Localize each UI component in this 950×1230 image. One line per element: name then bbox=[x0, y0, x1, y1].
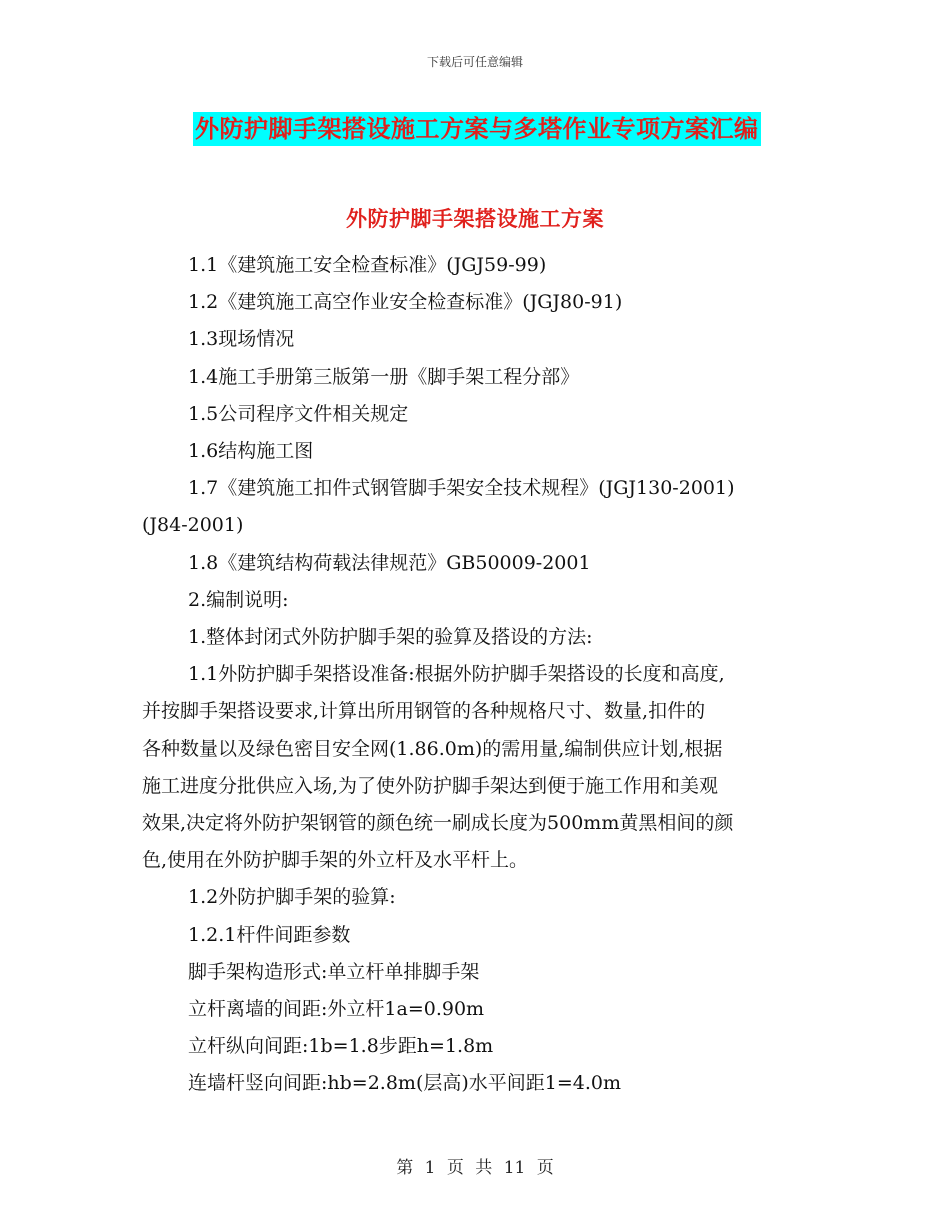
text-line: 色,使用在外防护脚手架的外立杆及水平杆上。 bbox=[142, 849, 529, 872]
text-line: (J84-2001) bbox=[142, 514, 244, 537]
text-line: 1.7《建筑施工扣件式钢管脚手架安全技术规程》(JGJ130-2001) bbox=[188, 477, 735, 500]
body-text bbox=[142, 247, 812, 1103]
text-line: 脚手架构造形式:单立杆单排脚手架 bbox=[188, 960, 480, 983]
page-header: 下载后可任意编辑 bbox=[426, 55, 523, 69]
text-line: 立杆纵向间距:1b=1.8步距h=1.8m bbox=[188, 1035, 494, 1058]
section-title: 外防护脚手架搭设施工方案 bbox=[346, 206, 604, 231]
text-line: 各种数量以及绿色密目安全网(1.86.0m)的需用量,编制供应计划,根据 bbox=[142, 737, 723, 760]
text-line: 并按脚手架搭设要求,计算出所用钢管的各种规格尺寸、数量,扣件的 bbox=[142, 700, 706, 723]
text-line: 1.整体封闭式外防护脚手架的验算及搭设的方法: bbox=[188, 626, 593, 649]
text-line: 1.2《建筑施工高空作业安全检查标准》(JGJ80-91) bbox=[188, 291, 623, 314]
text-line: 效果,决定将外防护架钢管的颜色统一刷成长度为500mm黄黑相间的颜 bbox=[142, 812, 734, 835]
text-line: 1.5公司程序文件相关规定 bbox=[188, 402, 409, 425]
text-line: 立杆离墙的间距:外立杆1a=0.90m bbox=[188, 998, 485, 1021]
text-line: 1.4施工手册第三版第一册《脚手架工程分部》 bbox=[188, 365, 580, 388]
text-line: 连墙杆竖向间距:hb=2.8m(层高)水平间距1=4.0m bbox=[188, 1072, 622, 1095]
text-line: 1.3现场情况 bbox=[188, 328, 295, 351]
text-line: 1.8《建筑结构荷载法律规范》GB50009-2001 bbox=[188, 551, 591, 574]
text-line: 1.2.1杆件间距参数 bbox=[188, 923, 351, 946]
page-footer: 第 1 页 共 11 页 bbox=[396, 1158, 554, 1178]
document-title: 外防护脚手架搭设施工方案与多塔作业专项方案汇编 bbox=[193, 112, 761, 146]
text-line: 1.2外防护脚手架的验算: bbox=[188, 886, 396, 909]
text-line: 2.编制说明: bbox=[188, 588, 289, 611]
text-line: 1.1《建筑施工安全检查标准》(JGJ59-99) bbox=[188, 254, 547, 276]
text-line: 施工进度分批供应入场,为了使外防护脚手架达到便于施工作用和美观 bbox=[142, 774, 719, 797]
text-line: 1.1外防护脚手架搭设准备:根据外防护脚手架搭设的长度和高度, bbox=[188, 663, 725, 686]
text-line: 1.6结构施工图 bbox=[188, 440, 314, 463]
